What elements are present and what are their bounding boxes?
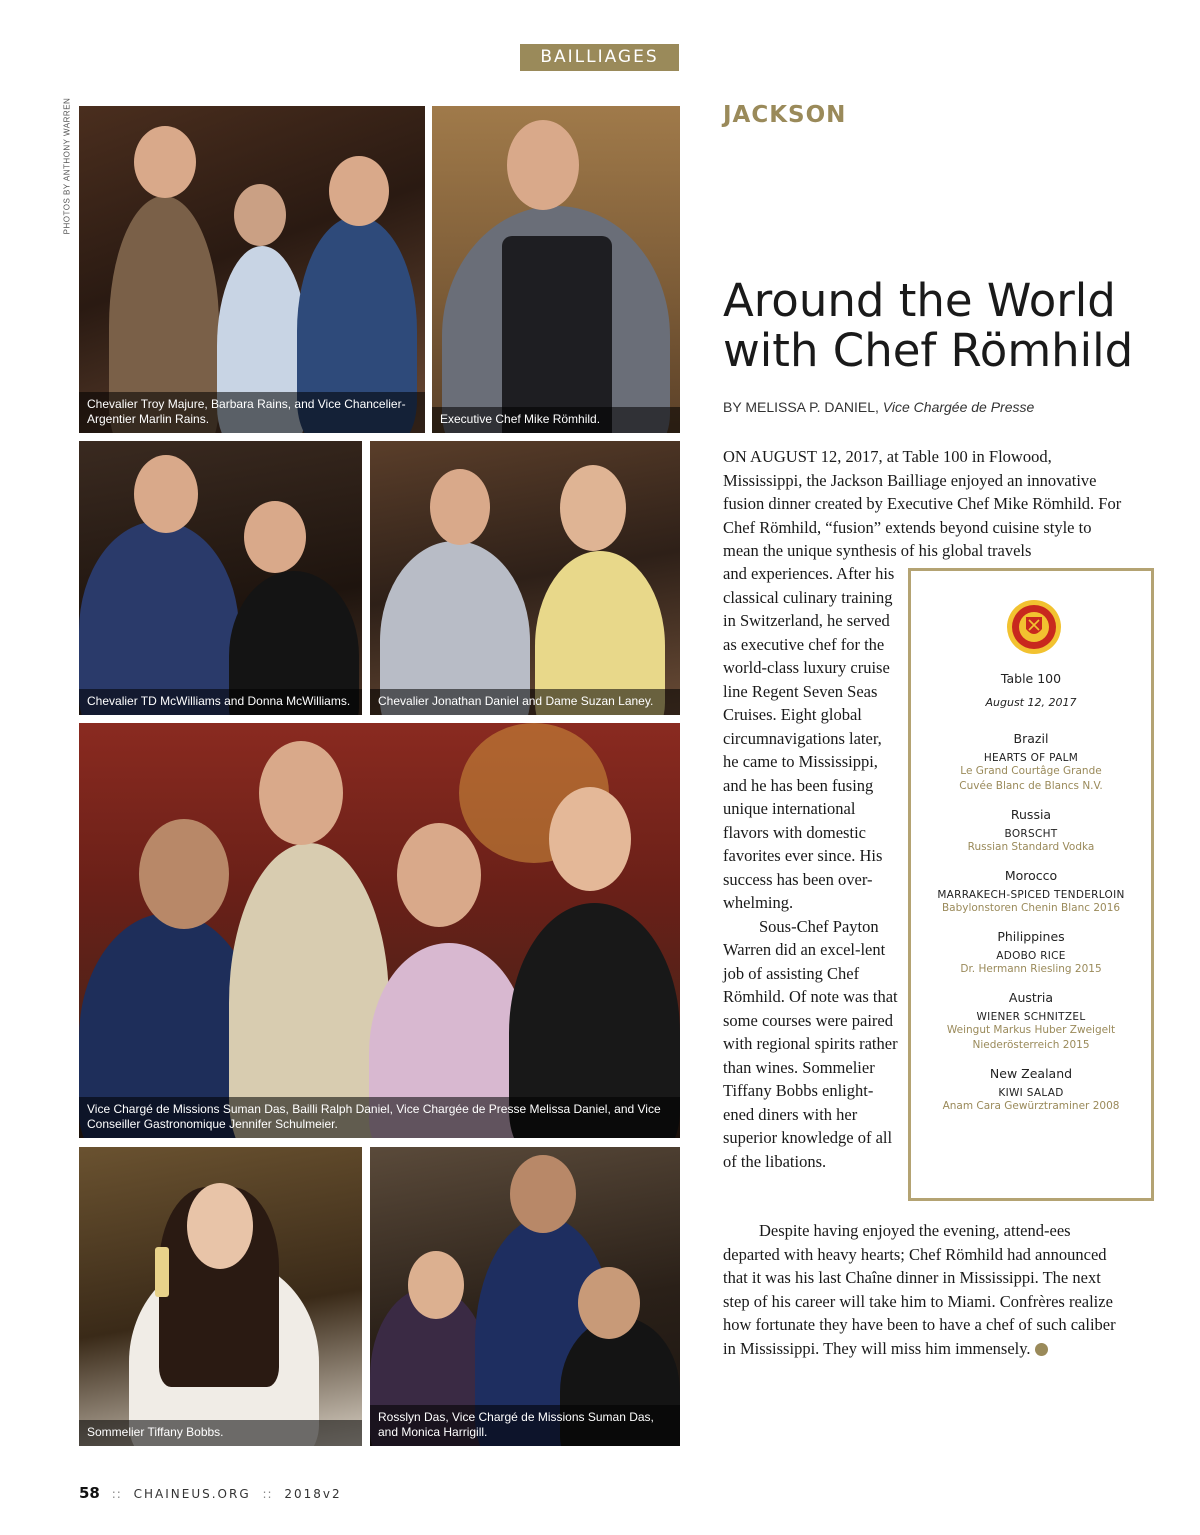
person-head	[139, 819, 229, 929]
course-pairing: Weingut Markus Huber Zweigelt Niederösterreich 2015	[946, 1024, 1116, 1051]
photo-caption: Vice Chargé de Missions Suman Das, Bailli Ralph Daniel, Vice Chargée de Presse Melissa Daniel, and Vice Conseiller Gastronomique Jennifer Schulmeier.	[79, 1097, 680, 1138]
byline-role: Vice Chargée de Presse	[882, 399, 1035, 415]
person-head	[560, 465, 626, 551]
photo-daniel-laney	[370, 441, 680, 715]
section-label: BAILLIAGES	[520, 44, 679, 71]
menu-venue: Table 100	[1000, 671, 1062, 686]
photo-caption: Rosslyn Das, Vice Chargé de Missions Suman Das, and Monica Harrigill.	[370, 1405, 680, 1446]
article-paragraph-1: ON AUGUST 12, 2017, at Table 100 in Flowood, Mississippi, the Jackson Bailliage enjoyed an innovative fusion dinner created by Executive Chef Mike Römhild. For Chef Römhild, “fusion” extends beyond cuisine style to mean the unique synthesis of his global travels	[723, 447, 1122, 560]
menu-course	[911, 807, 1151, 855]
menu-course	[911, 1066, 1151, 1114]
footer-separator: ::	[111, 1487, 122, 1501]
photo-caption: Chevalier Jonathan Daniel and Dame Suzan Laney.	[370, 689, 680, 715]
person-head	[187, 1183, 253, 1269]
page-footer	[79, 1484, 342, 1502]
person-head	[259, 741, 343, 845]
person-head	[134, 126, 196, 198]
menu-course	[911, 929, 1151, 977]
article-paragraph-3-wrap	[723, 1219, 1123, 1360]
person-head	[244, 501, 306, 573]
course-dish: KIWI SALAD	[998, 1087, 1064, 1099]
menu-course	[911, 990, 1151, 1053]
article-closing	[723, 1219, 1123, 1360]
photo-group-four	[79, 723, 680, 1138]
course-country: Brazil	[1013, 731, 1049, 746]
photo-credit	[58, 97, 76, 235]
menu-course	[911, 868, 1151, 916]
photo-credit-text: PHOTOS BY ANTHONY WARREN	[62, 97, 72, 235]
person-head	[408, 1251, 464, 1319]
title-line-1: Around the World	[723, 274, 1116, 327]
course-dish: WIENER SCHNITZEL	[976, 1011, 1086, 1023]
photo-caption: Chevalier Troy Majure, Barbara Rains, and Vice Chancelier-Argentier Marlin Rains.	[79, 392, 425, 433]
article-paragraph-2: Sous-Chef Payton Warren did an excel-lent job of assisting Chef Römhild. Of note was that some courses were paired with regional spirits rather than wines. Sommelier Tiffany Bobbs enlight-ened diners with her superior knowledge of all of the libations.	[723, 916, 898, 1171]
footer-separator: ::	[262, 1487, 273, 1501]
course-country: New Zealand	[989, 1066, 1073, 1081]
course-dish: HEARTS OF PALM	[983, 752, 1079, 764]
footer-issue: 2018v2	[284, 1487, 342, 1501]
person-head	[329, 156, 389, 226]
person-head	[578, 1267, 640, 1339]
person-head	[507, 120, 579, 210]
course-country: Russia	[1010, 807, 1052, 822]
course-pairing: Dr. Hermann Riesling 2015	[960, 963, 1102, 975]
article-title	[723, 276, 1163, 376]
photo-caption: Chevalier TD McWilliams and Donna McWilliams.	[79, 689, 362, 715]
article-paragraph-3: Despite having enjoyed the evening, attend-ees departed with heavy hearts; Chef Römhild had announced that it was his last Chaîne dinner in Mississippi. The next step of his career will take him to Miami. Confrères realize how fortunate they have been to have a chef of such caliber in Mississippi. They will miss him immensely.	[723, 1221, 1116, 1358]
apron-shape	[502, 236, 612, 433]
course-pairing: Babylonstoren Chenin Blanc 2016	[941, 902, 1121, 914]
photo-sommelier	[79, 1147, 362, 1446]
course-dish: BORSCHT	[1004, 828, 1058, 840]
course-pairing: Russian Standard Vodka	[967, 841, 1095, 853]
person-figure	[79, 521, 239, 715]
bailliage-name: JACKSON	[723, 102, 847, 128]
photo-mcwilliams	[79, 441, 362, 715]
footer-site: CHAINEUS.ORG	[133, 1487, 251, 1501]
course-country: Philippines	[997, 929, 1065, 944]
menu-course	[911, 731, 1151, 794]
photo-caption: Executive Chef Mike Römhild.	[432, 407, 680, 433]
person-head	[397, 823, 481, 927]
course-pairing: Le Grand Courtâge Grande Cuvée Blanc de Blancs N.V.	[959, 765, 1103, 792]
photo-chef-romhild	[432, 106, 680, 433]
person-head	[430, 469, 490, 545]
title-line-2: with Chef Römhild	[723, 324, 1134, 377]
menu-courses	[911, 731, 1151, 1127]
course-dish: ADOBO RICE	[996, 950, 1066, 962]
end-mark-icon: G	[1035, 1343, 1048, 1356]
person-head	[134, 455, 198, 533]
person-head	[234, 184, 286, 246]
person-figure	[229, 843, 389, 1138]
person-head	[549, 787, 631, 891]
menu-sidebar	[908, 568, 1154, 1201]
course-country: Morocco	[1004, 868, 1058, 883]
course-pairing: Anam Cara Gewürztraminer 2008	[942, 1100, 1120, 1112]
photo-majure-rains	[79, 106, 425, 433]
page-number: 58	[79, 1484, 100, 1502]
photo-das-harrigill	[370, 1147, 680, 1446]
article-paragraph-1-cont: and experiences. After his classical culinary training in Switzerland, he served as executive chef for the world-class luxury cruise line Regent Seven Seas Cruises. Eight global circumnavigations later, he came to Mississippi, and he has been fusing unique international flavors with domestic favorites ever since. His success has been over-whelming.	[723, 564, 895, 912]
person-head	[510, 1155, 576, 1233]
photo-caption: Sommelier Tiffany Bobbs.	[79, 1420, 362, 1446]
byline	[723, 399, 1034, 415]
champagne-glass-icon	[155, 1247, 169, 1297]
byline-author: BY MELISSA P. DANIEL,	[723, 399, 879, 415]
chaine-seal-icon	[1006, 599, 1062, 655]
article-narrow-column	[723, 562, 901, 1173]
course-country: Austria	[1008, 990, 1054, 1005]
menu-date: August 12, 2017	[985, 696, 1077, 709]
course-dish: MARRAKECH-SPICED TENDERLOIN	[937, 889, 1125, 901]
